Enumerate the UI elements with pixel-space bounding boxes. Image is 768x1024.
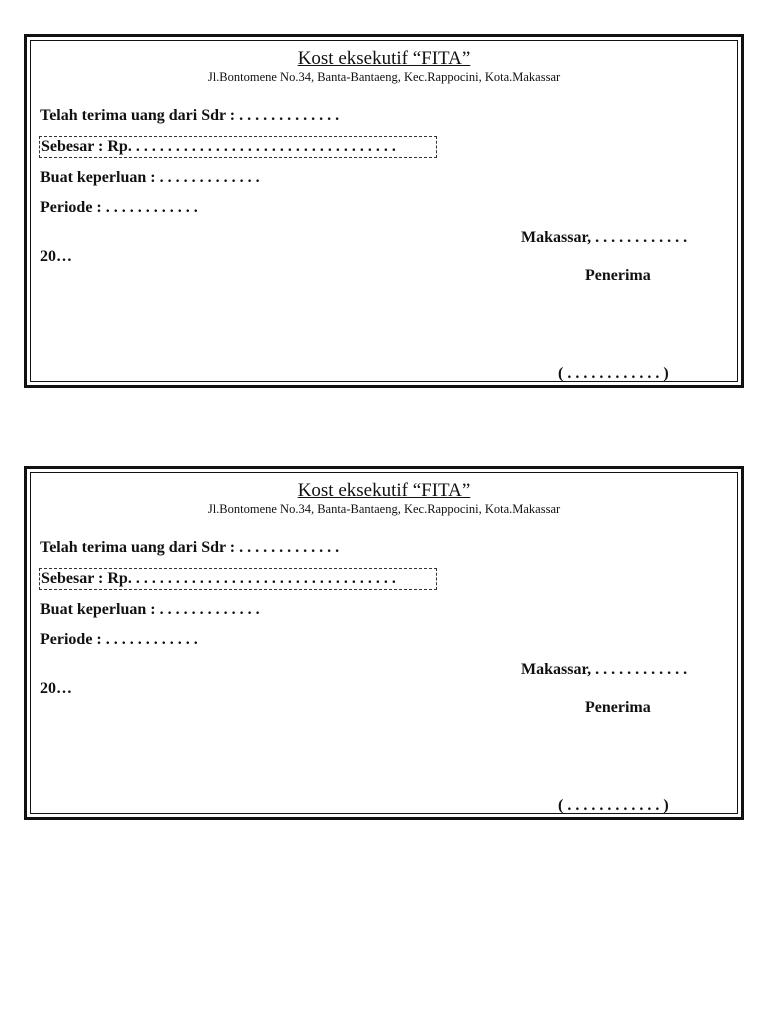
amount-line: Sebesar : Rp. . . . . . . . . . . . . . . . . . . . . . . . . . . . . . . . . . [39,136,437,158]
amount-line: Sebesar : Rp. . . . . . . . . . . . . . . . . . . . . . . . . . . . . . . . . . [39,568,437,590]
year-line: 20… [40,680,72,697]
place-date-line: Makassar, . . . . . . . . . . . . [521,229,688,246]
purpose-line: Buat keperluan : . . . . . . . . . . . . . [40,169,260,186]
received-from-line: Telah terima uang dari Sdr : . . . . . . . . . . . . . [40,107,340,124]
receipt-address: Jl.Bontomene No.34, Banta-Bantaeng, Kec.Rappocini, Kota.Makassar [207,502,561,516]
receipt-inner-border [30,40,738,382]
period-line: Periode : . . . . . . . . . . . . [40,199,198,216]
recipient-label: Penerima [585,699,651,716]
receipt-title: Kost eksekutif “FITA” [297,480,471,501]
receipt-form [24,466,744,820]
purpose-line: Buat keperluan : . . . . . . . . . . . . . [40,601,260,618]
place-date-line: Makassar, . . . . . . . . . . . . [521,661,688,678]
recipient-label: Penerima [585,267,651,284]
received-from-line: Telah terima uang dari Sdr : . . . . . . . . . . . . . [40,539,340,556]
period-line: Periode : . . . . . . . . . . . . [40,631,198,648]
receipt-inner-border [30,472,738,814]
receipt-form [24,34,744,388]
signature-line: ( . . . . . . . . . . . . ) [558,797,669,814]
signature-line: ( . . . . . . . . . . . . ) [558,365,669,382]
receipt-title: Kost eksekutif “FITA” [297,48,471,69]
year-line: 20… [40,248,72,265]
receipt-address: Jl.Bontomene No.34, Banta-Bantaeng, Kec.Rappocini, Kota.Makassar [207,70,561,84]
